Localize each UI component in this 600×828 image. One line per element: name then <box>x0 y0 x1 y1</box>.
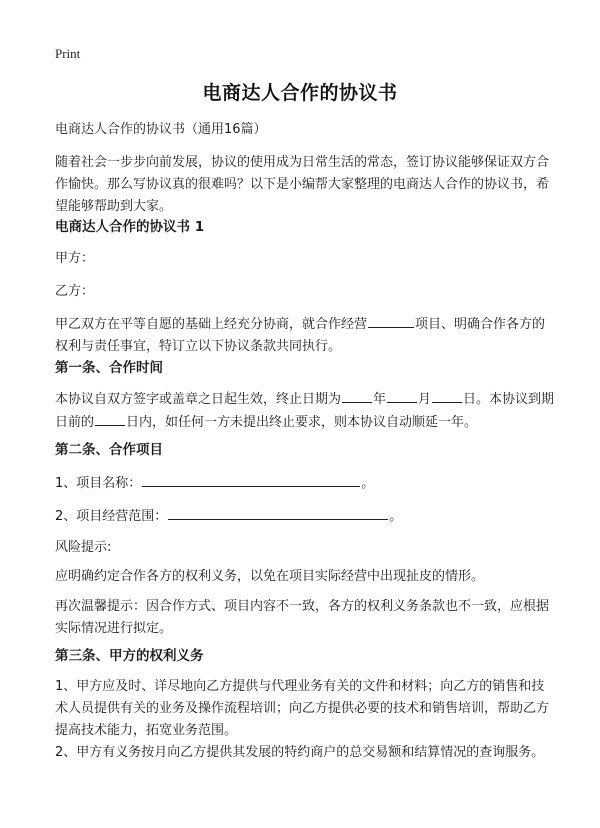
article-1-paragraph <box>55 388 555 434</box>
party-a-label: 甲方： <box>55 251 95 266</box>
year-label: 年 <box>373 392 387 407</box>
intro-paragraph: 随着社会一步步向前发展，协议的使用成为日常生活的常态，签订协议能够保证双方合作愉快。那么写协议真的很难吗？以下是小编帮大家整理的电商达人合作的协议书，希望能够帮助到大家。 <box>55 155 550 214</box>
article-1-text-1: 本协议自双方签字或盖章之日起生效，终止日期为 <box>55 392 342 407</box>
cooperation-text-1: 甲乙双方在平等自愿的基础上经充分协商，就合作经营 <box>55 317 368 332</box>
cooperation-text-2: 项目、明确合作各方的权利与责任事宜，特订立以下协议条款共同执行。 <box>55 317 546 354</box>
party-b-label: 乙方： <box>55 284 95 299</box>
cooperation-paragraph <box>55 313 555 358</box>
project-name-period: 。 <box>361 476 375 491</box>
section-1-heading: 电商达人合作的协议书 1 <box>55 219 205 235</box>
document-subtitle: 电商达人合作的协议书（通用16篇） <box>55 122 267 137</box>
article-2-heading: 第二条、合作项目 <box>55 442 163 458</box>
print-link[interactable]: Print <box>55 46 81 61</box>
reminder-paragraph: 再次温馨提示：因合作方式、项目内容不一致，各方的权利义务条款也不一致，应根据实际情况进行拟定。 <box>55 599 550 636</box>
day-label: 日。本协议到期日前的 <box>55 392 555 430</box>
article-1-heading: 第一条、合作时间 <box>55 360 163 376</box>
month-label: 月 <box>418 392 432 407</box>
article-3-heading: 第三条、甲方的权利义务 <box>55 648 204 664</box>
risk-text: 应明确约定合作各方的权利义务，以免在项目实际经营中出现扯皮的情形。 <box>55 569 485 584</box>
risk-label: 风险提示: <box>55 540 112 555</box>
document-title: 电商达人合作的协议书 <box>202 82 398 104</box>
end-day-blank <box>432 388 462 403</box>
project-name-blank <box>142 472 360 487</box>
project-name-line <box>55 472 555 495</box>
article-1-text-2: 日内，如任何一方未提出终止要求，则本协议自动顺延一年。 <box>126 415 478 430</box>
project-blank <box>368 313 414 328</box>
project-name-label: 1、项目名称： <box>55 476 142 491</box>
days-blank <box>95 411 125 426</box>
end-month-blank <box>387 388 417 403</box>
project-scope-period: 。 <box>389 509 403 524</box>
project-scope-line <box>55 505 555 528</box>
end-year-blank <box>342 388 372 403</box>
project-scope-blank <box>168 505 388 520</box>
article-3-paragraph-2: 2、甲方有义务按月向乙方提供其发展的特约商户的总交易额和结算情况的查询服务。 <box>55 745 545 760</box>
article-3-paragraph-1: 1、甲方应及时、详尽地向乙方提供与代理业务有关的文件和材料；向乙方的销售和技术人员提供有关的业务及操作流程培训；向乙方提供必要的技术和销售培训，帮助乙方提高技术能力，拓宽业务范围。 <box>55 679 550 738</box>
project-scope-label: 2、项目经营范围： <box>55 509 168 524</box>
